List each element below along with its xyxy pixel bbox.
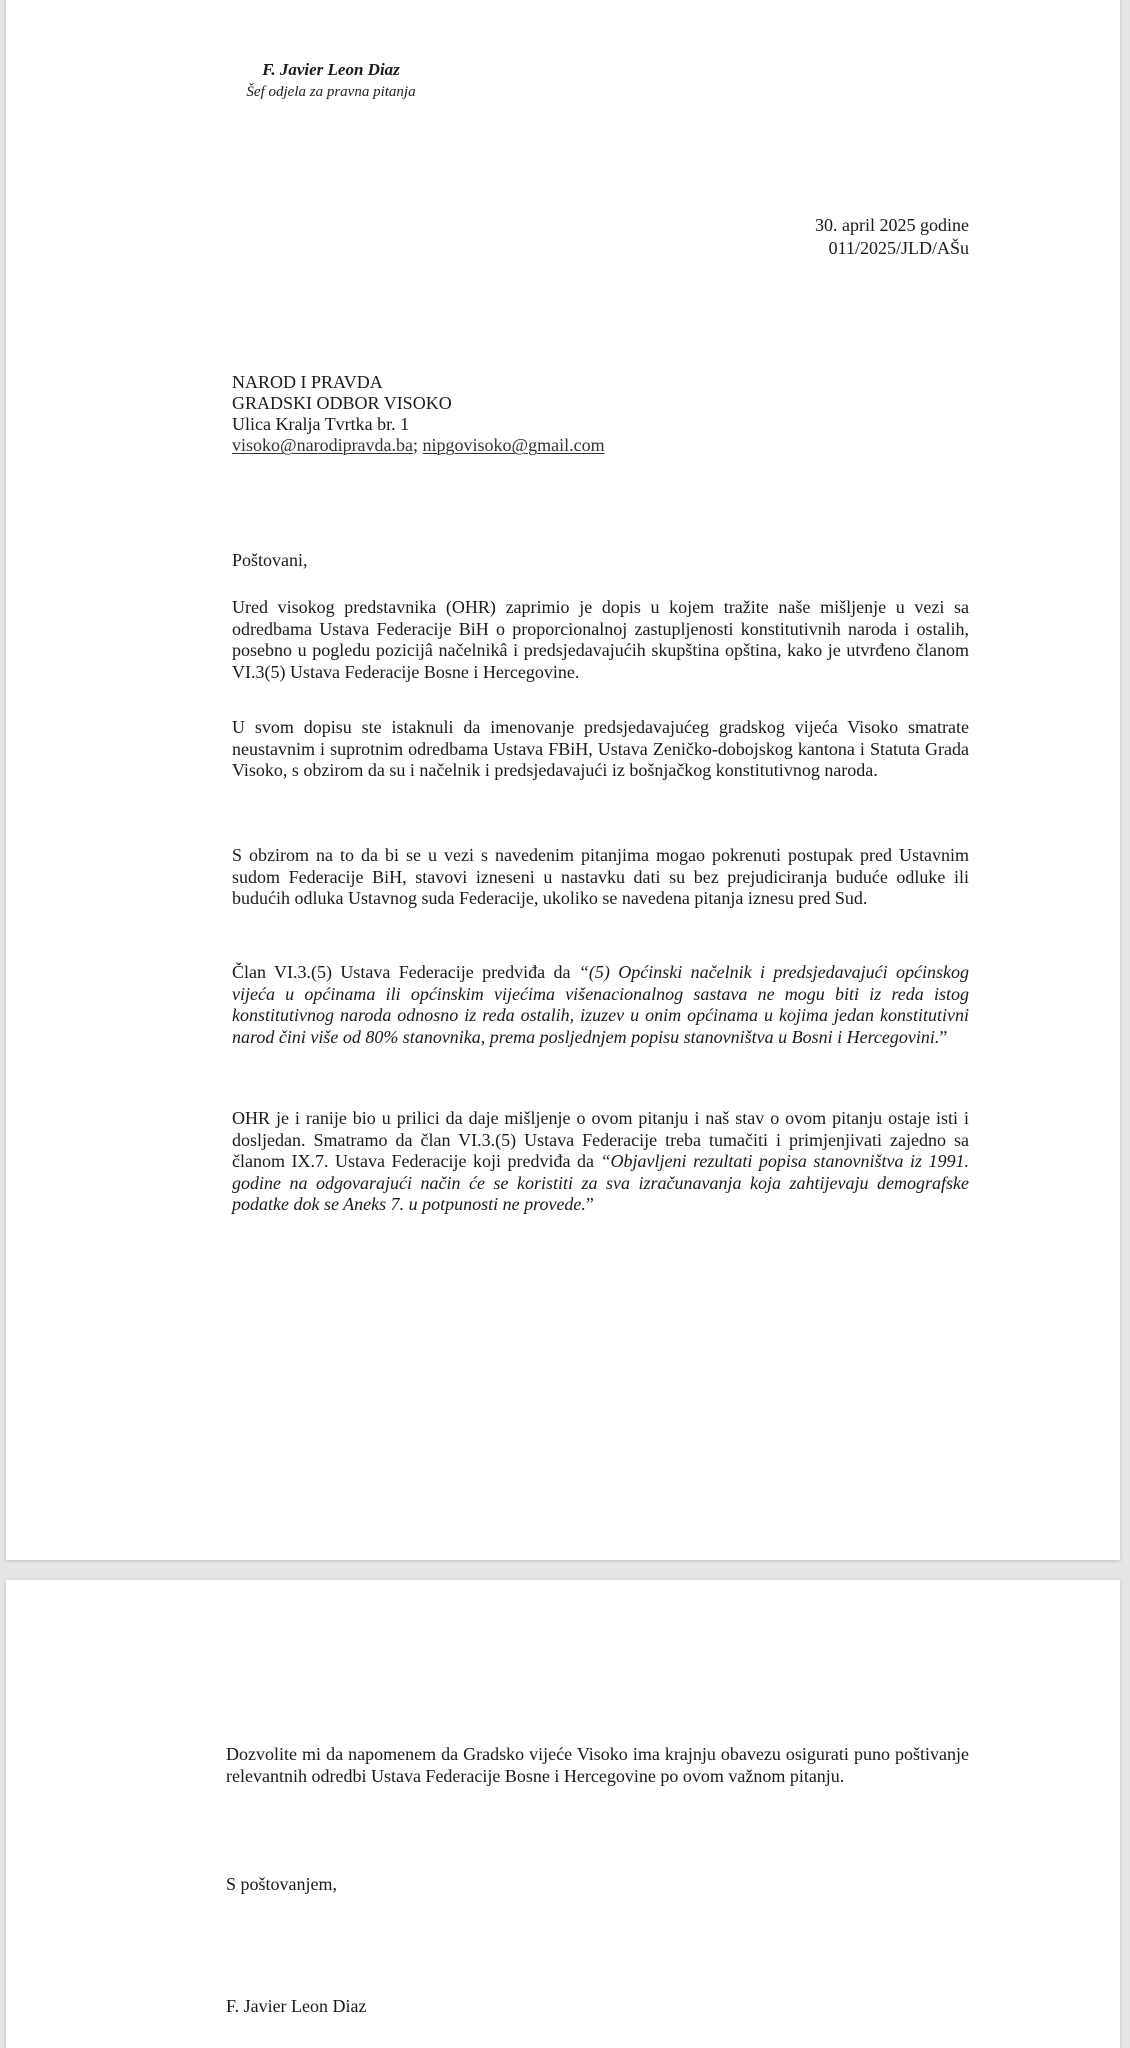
paragraph-obligation: Dozvolite mi da napomenem da Gradsko vijeće Visoko ima krajnju obavezu osigurati puno poštivanje relevantnih odredbi Ustava Federacije Bosne i Hercegovine po ovom važnom pitanju. <box>226 1744 969 1786</box>
email-link-1[interactable]: visoko@narodipravda.ba <box>232 435 414 455</box>
article-quote: “(5) Općinski načelnik i predsjedavajući općinskog vijeća u općinama ili općinskim vijećima višenacionalnog sastava ne mogu biti iz reda istog konstitutivnog naroda odnosno iz reda ostalih, izuzev u onim općinama u kojima jedan konstitutivni narod čini više od 80% stanovnika, prema posljednjem popisu stanovništva u Bosni i Hercegovini. <box>232 962 969 1047</box>
letter-reference-number: 011/2025/JLD/AŠu <box>828 238 969 258</box>
article-intro: Član VI.3.(5) Ustava Federacije predviđa da <box>232 962 579 982</box>
paragraph-disclaimer: S obzirom na to da bi se u vezi s navedenim pitanjima mogao pokrenuti postupak pred Ustavnim sudom Federacije BiH, stavovi izneseni u nastavku dati su bez prejudiciranja buduće odluke ili budućih odluka Ustavnog suda Federacije, ukoliko se navedena pitanja iznesu pred Sud. <box>232 845 969 908</box>
sender-name: F. Javier Leon Diaz <box>262 60 400 79</box>
paragraph-complaint: U svom dopisu ste istaknuli da imenovanje predsjedavajućeg gradskog vijeća Visoko smatrate neustavnim i suprotnim odredbama Ustava FBiH, Ustava Zeničko-dobojskog kantona i Statuta Grada Visoko, s obzirom da su i načelnik i predsjedavajući iz bošnjačkog konstitutivnog naroda. <box>232 717 969 780</box>
letter-page-1 <box>6 0 1120 1560</box>
recipient-street: Ulica Kralja Tvrtka br. 1 <box>232 414 410 434</box>
letter-date: 30. april 2025 godine <box>815 215 969 235</box>
recipient-department: GRADSKI ODBOR VISOKO <box>232 393 452 413</box>
paragraph-request: Ured visokog predstavnika (OHR) zaprimio je dopis u kojem tražite naše mišljenje u vezi sa odredbama Ustava Federacije BiH o proporcionalnoj zastupljenosti konstitutivnih naroda i ostalih, posebno u pogledu pozicijâ načelnikâ i predsjedavajućih skupština opština, kako je utvrđeno članom VI.3(5) Ustava Federacije Bosne i Hercegovine. <box>232 597 969 682</box>
recipient-organization: NAROD I PRAVDA <box>232 372 383 392</box>
recipient-emails <box>232 435 605 456</box>
email-link-2[interactable]: nipgovisoko@gmail.com <box>422 435 605 455</box>
date-reference-block <box>815 214 969 260</box>
signature-name: F. Javier Leon Diaz <box>226 1996 367 2016</box>
sender-title: Šef odjela za pravna pitanja <box>246 84 416 100</box>
quote-close: ” <box>585 1194 594 1214</box>
position-intro: OHR je i ranije bio u prilici da daje mišljenje o ovom pitanju i naš stav o ovom pitanju ostaje isti i dosljedan. Smatramo da član VI.3.(5) Ustava Federacije treba tumačiti i primjenjivati zajedno sa članom IX.7. Ustava Federacije koji predviđa da <box>232 1108 969 1171</box>
paragraph-ohr-position <box>232 1108 969 1216</box>
letter-page-2 <box>6 1580 1120 2048</box>
recipient-address <box>232 372 605 456</box>
closing-phrase: S poštovanjem, <box>226 1874 337 1894</box>
salutation: Poštovani, <box>232 550 308 570</box>
quote-close: ” <box>939 1026 948 1047</box>
email-separator: ; <box>413 435 423 455</box>
paragraph-article-vi-3-5 <box>232 962 969 1048</box>
article-ix-7-quote: “Objavljeni rezultati popisa stanovništva iz 1991. godine na odgovarajući način će se koristiti za sva izračunavanja koja zahtijevaju demografske podatke dok se Aneks 7. u potpunosti ne provede. <box>232 1151 969 1214</box>
